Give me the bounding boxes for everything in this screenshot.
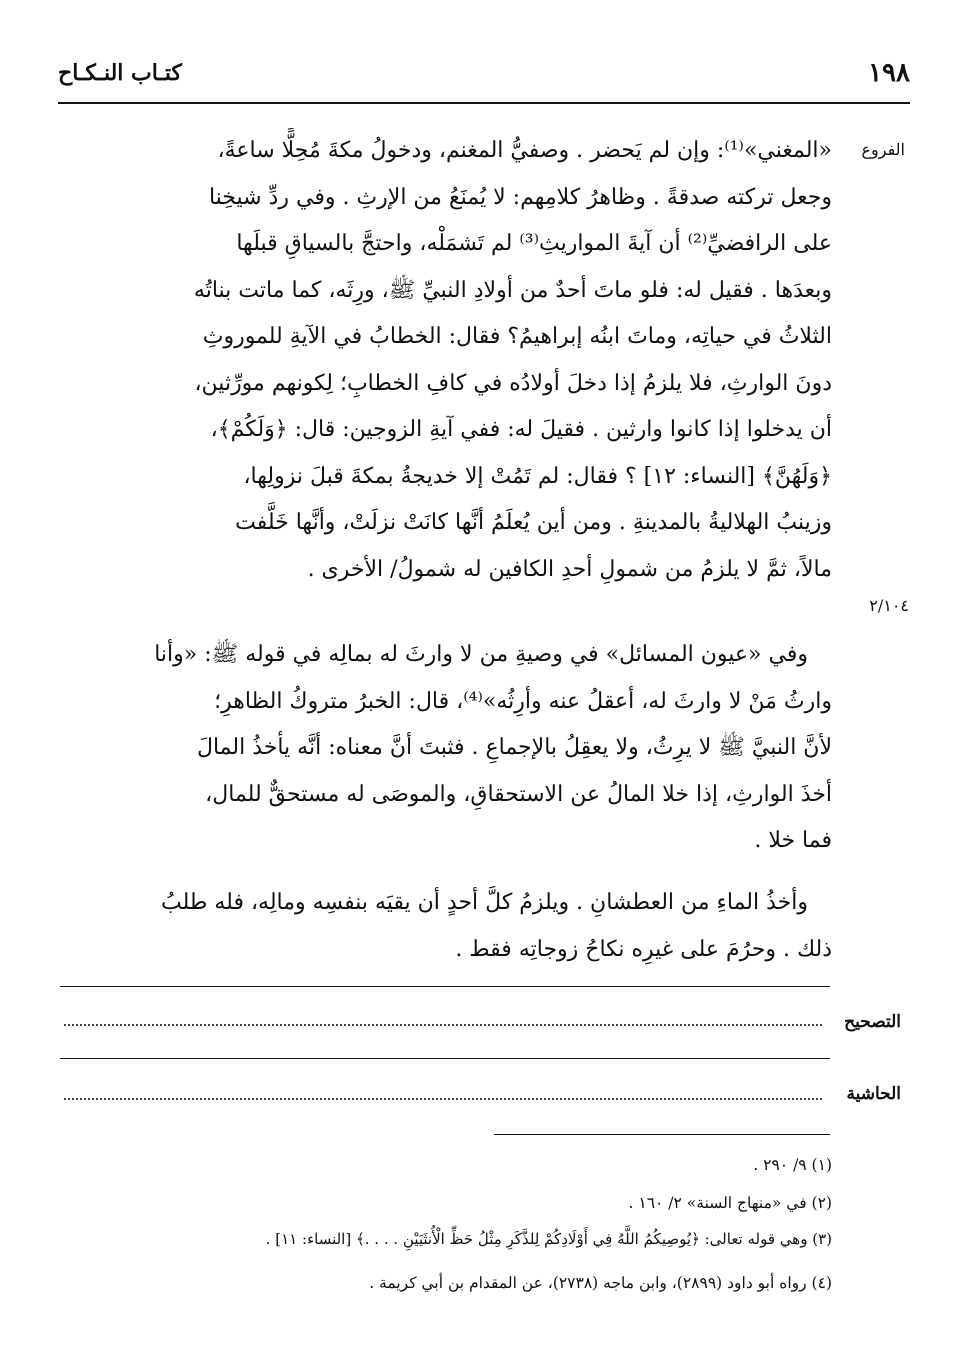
text-line: لأنَّ النبيَّ ﷺ لا يرِثُ، ولا يعقِلُ بالإجماعِ . فثبتَ أنَّ معناه: أنَّه يأخذُ المالَ bbox=[196, 735, 832, 760]
running-title: كتـاب النـكـاح bbox=[58, 60, 183, 86]
source-margin-label: الفروع bbox=[861, 140, 905, 159]
text-line: أن يدخلوا إذا كانوا وارثين . فقيلَ له: ففي آيةِ الزوجين: قال: ﴿وَلَكُمْ﴾، bbox=[210, 417, 832, 442]
section-divider bbox=[60, 1058, 830, 1059]
footnote-4: (٤) رواه أبو داود (٢٨٩٩)، وابن ماجه (٢٧٣٨)، عن المقدام بن أبي كريمة . bbox=[369, 1274, 832, 1292]
annotation-label: الحاشية bbox=[846, 1084, 901, 1104]
paragraph-3 bbox=[62, 880, 832, 973]
text-line: فما خلا . bbox=[754, 828, 832, 853]
annotation-dotted-line[interactable] bbox=[64, 1098, 822, 1100]
text-line: وجعل تركته صدقةً . وظاهرُ كلامِهم: لا يُمنَعُ من الإرثِ . وفي ردِّ شيخِنا bbox=[208, 184, 832, 210]
text-line: مالاً، ثمَّ لا يلزمُ من شمولِ أحدِ الكافين له شمولُ/ الأخرى . bbox=[307, 556, 832, 582]
footnote-1: (١) ٩/ ٢٩٠ . bbox=[753, 1156, 832, 1174]
text-line: وارثُ مَنْ لا وارثَ له، أعقلُ عنه وأرِثُه»⁽⁴⁾، قال: الخبرُ متروكُ الظاهرِ؛ bbox=[214, 688, 832, 714]
footnote-separator bbox=[494, 1134, 830, 1135]
footnote-2: (٢) في «منهاج السنة» ٢/ ١٦٠ . bbox=[628, 1194, 832, 1212]
text-line: ذلك . وحرُمَ على غيرِه نكاحُ زوجاتِه فقط . bbox=[455, 936, 832, 962]
text-line: أخذَ الوارثِ، إذا خلا المالُ عن الاستحقاقِ، والموصَى له مستحقٌّ للمال، bbox=[205, 781, 832, 807]
correction-label: التصحيح bbox=[844, 1012, 901, 1032]
text-line: دونَ الوارثِ، فلا يلزمُ إذا دخلَ أولادُه في كافِ الخطابِ؛ لِكونهم مورِّثين، bbox=[194, 370, 832, 396]
text-line: وزينبُ الهلاليةُ بالمدينةِ . ومن أين يُعلَمُ أنَّها كانَتْ نزلَتْ، وأنَّها خَلَّفت bbox=[235, 510, 832, 535]
volume-page-reference: ٢/١٠٤ bbox=[869, 596, 909, 615]
paragraph-2 bbox=[62, 632, 832, 865]
text-line: وبعدَها . فقيل له: فلو ماتَ أحدٌ من أولادِ النبيِّ ﷺ، ورِثَه، كما ماتت بناتُه bbox=[193, 277, 832, 303]
footnotes bbox=[120, 1150, 832, 1310]
page-number: ١٩٨ bbox=[868, 58, 910, 88]
body-end-rule bbox=[60, 986, 830, 987]
text-line: «المغني»⁽¹⁾: وإن لم يَحضر . وصفيُّ المغنم، ودخولُ مكةَ مُحِلًّا ساعةً، bbox=[217, 138, 832, 163]
text-line: ﴿وَلَهُنَّ﴾ [النساء: ١٢] ؟ فقال: لم تَمُتْ إلا خديجةُ بمكةَ قبلَ نزولِها، bbox=[243, 463, 832, 489]
header-rule bbox=[58, 102, 910, 104]
text-line: الثلاثُ في حياتِه، وماتَ ابنُه إبراهيمُ؟ فقال: الخطابُ في الآيةِ للموروثِ bbox=[202, 324, 832, 349]
text-line: على الرافضيِّ⁽²⁾ أن آيةَ المواريثِ⁽³⁾ لم تَشمَلْه، واحتجَّ بالسياقِ قبلَها bbox=[236, 231, 832, 256]
correction-dotted-line[interactable] bbox=[64, 1024, 822, 1026]
footnote-3: (٣) وهي قوله تعالى: ﴿يُوصِيكُمُ اللَّهُ فِي أَوْلَادِكُمْ لِلذَّكَرِ مِثْلُ حَظِّ الْأُنثَيَيْنِ . . . .﴾ [النساء: ١١] . bbox=[265, 1230, 832, 1248]
paragraph-1 bbox=[62, 128, 832, 593]
text-line: وفي «عيون المسائل» في وصيةِ من لا وارثَ له بمالِه في قوله ﷺ: «وأنا bbox=[154, 642, 808, 667]
page-header bbox=[58, 58, 910, 98]
text-line: وأخذُ الماءِ من العطشانِ . ويلزمُ كلَّ أحدٍ أن يقيَه بنفسِه ومالِه، فله طلبُ bbox=[160, 890, 808, 915]
